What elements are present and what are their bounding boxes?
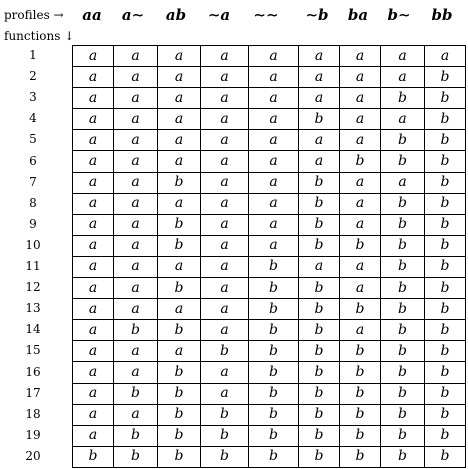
table-cell: b: [299, 193, 340, 214]
table-cell: b: [299, 109, 340, 130]
table-row: [73, 193, 466, 214]
row-number: 2: [29, 69, 37, 84]
table-cell: b: [299, 362, 340, 383]
table-cell: a: [249, 88, 299, 109]
table-cell: b: [381, 299, 425, 320]
table-cell: b: [299, 425, 340, 446]
table-row: [73, 235, 466, 256]
table-cell: b: [114, 425, 158, 446]
table-row: [73, 151, 466, 172]
row-number: 15: [25, 343, 41, 358]
table-cell: a: [73, 214, 114, 235]
table-cell: b: [425, 299, 466, 320]
column-header: a∼: [121, 6, 145, 24]
table-cell: b: [249, 425, 299, 446]
table-row: [73, 404, 466, 425]
table-cell: a: [158, 109, 201, 130]
table-cell: a: [249, 193, 299, 214]
table-cell: a: [201, 46, 249, 67]
table-cell: a: [381, 109, 425, 130]
row-number: 18: [25, 406, 41, 421]
table-cell: b: [249, 320, 299, 341]
table-cell: a: [201, 88, 249, 109]
table-cell: b: [425, 383, 466, 404]
table-cell: b: [340, 151, 381, 172]
table-cell: a: [114, 214, 158, 235]
table-cell: a: [73, 235, 114, 256]
column-header: aa: [82, 6, 102, 24]
table-cell: b: [425, 425, 466, 446]
table-cell: a: [249, 46, 299, 67]
table-cell: a: [425, 46, 466, 67]
table-cell: a: [249, 214, 299, 235]
table-cell: b: [249, 446, 299, 467]
table-cell: a: [114, 299, 158, 320]
table-row: [73, 46, 466, 67]
table-cell: b: [249, 278, 299, 299]
table-row: [73, 383, 466, 404]
table-cell: a: [299, 256, 340, 277]
table-cell: a: [114, 109, 158, 130]
table-cell: b: [381, 88, 425, 109]
table-cell: b: [249, 404, 299, 425]
column-header: ∼a: [207, 6, 231, 24]
table-cell: a: [201, 67, 249, 88]
table-cell: a: [114, 130, 158, 151]
table-cell: b: [158, 404, 201, 425]
table-cell: b: [381, 130, 425, 151]
table-cell: a: [201, 130, 249, 151]
table-cell: b: [249, 299, 299, 320]
table-cell: b: [201, 425, 249, 446]
table-cell: b: [340, 446, 381, 467]
table-cell: b: [425, 446, 466, 467]
row-number: 6: [29, 153, 37, 168]
table-cell: b: [299, 172, 340, 193]
table-cell: a: [201, 193, 249, 214]
table-cell: a: [114, 278, 158, 299]
row-number: 1: [29, 48, 37, 62]
table-cell: a: [114, 256, 158, 277]
row-number: 19: [25, 427, 41, 442]
table-row: [73, 130, 466, 151]
table-row: [73, 88, 466, 109]
row-number: 13: [25, 301, 41, 316]
table-cell: a: [73, 278, 114, 299]
table-cell: b: [340, 235, 381, 256]
table-cell: a: [249, 151, 299, 172]
table-cell: b: [114, 446, 158, 467]
table-cell: a: [249, 130, 299, 151]
table-cell: b: [201, 341, 249, 362]
table-cell: a: [73, 109, 114, 130]
table-row: [73, 362, 466, 383]
table-cell: a: [114, 193, 158, 214]
table-cell: a: [340, 214, 381, 235]
table-cell: b: [299, 278, 340, 299]
table-cell: b: [299, 235, 340, 256]
table-cell: a: [73, 341, 114, 362]
table-cell: b: [425, 320, 466, 341]
table-cell: b: [381, 425, 425, 446]
table-cell: b: [299, 446, 340, 467]
table-cell: a: [249, 235, 299, 256]
table-cell: a: [158, 130, 201, 151]
table-cell: b: [425, 404, 466, 425]
table-cell: b: [158, 383, 201, 404]
table-cell: a: [340, 320, 381, 341]
table-cell: a: [381, 67, 425, 88]
table-row: [73, 320, 466, 341]
table-cell: b: [299, 299, 340, 320]
table-row: [73, 299, 466, 320]
table-cell: b: [425, 362, 466, 383]
table-cell: a: [340, 67, 381, 88]
table-cell: b: [425, 151, 466, 172]
table-cell: a: [158, 151, 201, 172]
table-cell: a: [73, 67, 114, 88]
table-cell: b: [425, 278, 466, 299]
table-cell: b: [249, 362, 299, 383]
table-cell: a: [201, 109, 249, 130]
table-cell: a: [201, 299, 249, 320]
row-number: 8: [29, 195, 37, 210]
table-row: [73, 341, 466, 362]
table-cell: a: [73, 172, 114, 193]
table-cell: a: [73, 256, 114, 277]
table-cell: a: [249, 109, 299, 130]
table-cell: a: [114, 404, 158, 425]
table-cell: a: [158, 341, 201, 362]
table-cell: a: [340, 88, 381, 109]
table-cell: a: [340, 46, 381, 67]
profiles-label: profiles →: [4, 8, 64, 22]
function-table: [72, 45, 466, 468]
table-cell: b: [381, 278, 425, 299]
table-cell: b: [201, 404, 249, 425]
table-cell: a: [114, 341, 158, 362]
table-cell: b: [381, 383, 425, 404]
table-cell: b: [340, 383, 381, 404]
table-cell: b: [158, 446, 201, 467]
table-cell: a: [201, 172, 249, 193]
table-cell: a: [201, 320, 249, 341]
table-cell: b: [114, 383, 158, 404]
table-cell: a: [73, 88, 114, 109]
table-cell: a: [158, 88, 201, 109]
table-row: [73, 172, 466, 193]
table-cell: b: [299, 404, 340, 425]
table-cell: b: [299, 320, 340, 341]
table-cell: a: [158, 46, 201, 67]
table-cell: a: [201, 256, 249, 277]
table-cell: a: [340, 172, 381, 193]
table-cell: b: [158, 235, 201, 256]
table-cell: b: [425, 193, 466, 214]
table-cell: b: [425, 214, 466, 235]
table-cell: b: [249, 383, 299, 404]
row-number: 3: [29, 90, 37, 105]
column-header: ∼∼: [253, 6, 279, 24]
table-cell: b: [381, 214, 425, 235]
table-cell: b: [425, 88, 466, 109]
table-row: [73, 425, 466, 446]
table-cell: b: [299, 383, 340, 404]
table-cell: a: [114, 151, 158, 172]
table-cell: a: [114, 362, 158, 383]
table-cell: a: [340, 109, 381, 130]
table-row: [73, 446, 466, 467]
table-cell: a: [299, 151, 340, 172]
row-number: 20: [25, 448, 41, 463]
table-cell: b: [340, 362, 381, 383]
table-cell: a: [340, 130, 381, 151]
row-number: 9: [29, 216, 37, 231]
row-number: 4: [29, 111, 37, 126]
table-cell: b: [158, 362, 201, 383]
table-row: [73, 278, 466, 299]
table-cell: a: [340, 256, 381, 277]
table-cell: b: [158, 172, 201, 193]
table-cell: b: [425, 341, 466, 362]
table-row: [73, 109, 466, 130]
table-cell: b: [249, 256, 299, 277]
table-cell: a: [299, 88, 340, 109]
table-cell: a: [73, 46, 114, 67]
column-header: ba: [347, 6, 369, 24]
table-cell: b: [425, 172, 466, 193]
table-row: [73, 214, 466, 235]
table-cell: a: [73, 362, 114, 383]
table-cell: a: [114, 172, 158, 193]
table-cell: b: [381, 235, 425, 256]
table-cell: b: [340, 425, 381, 446]
table-cell: b: [381, 341, 425, 362]
table-cell: a: [201, 362, 249, 383]
column-header: bb: [431, 6, 453, 24]
table-cell: a: [201, 235, 249, 256]
table-cell: b: [114, 320, 158, 341]
table-cell: b: [158, 214, 201, 235]
row-number: 14: [25, 322, 41, 337]
table-cell: a: [73, 404, 114, 425]
table-cell: a: [381, 46, 425, 67]
table-cell: a: [73, 151, 114, 172]
table-cell: a: [340, 278, 381, 299]
table-cell: b: [425, 67, 466, 88]
table-cell: b: [299, 214, 340, 235]
table-cell: a: [249, 67, 299, 88]
table-row: [73, 256, 466, 277]
table-cell: a: [158, 67, 201, 88]
table-cell: b: [381, 256, 425, 277]
row-number: 7: [29, 174, 37, 189]
table-row: [73, 67, 466, 88]
table-cell: b: [425, 256, 466, 277]
table-cell: b: [425, 109, 466, 130]
table-cell: b: [201, 446, 249, 467]
table-cell: a: [73, 193, 114, 214]
table-cell: b: [425, 235, 466, 256]
functions-label: functions ↓: [4, 29, 75, 43]
row-number: 10: [25, 237, 41, 252]
table-cell: b: [158, 320, 201, 341]
table-cell: a: [114, 46, 158, 67]
row-number: 17: [25, 385, 41, 400]
table-cell: a: [114, 67, 158, 88]
row-number: 16: [25, 364, 41, 379]
table-cell: b: [340, 299, 381, 320]
table-cell: a: [381, 172, 425, 193]
row-number: 5: [29, 132, 37, 147]
table-cell: a: [114, 235, 158, 256]
table-cell: a: [73, 425, 114, 446]
table-cell: a: [158, 193, 201, 214]
table-cell: b: [299, 341, 340, 362]
table-cell: a: [73, 299, 114, 320]
row-number: 11: [25, 259, 41, 273]
table-cell: b: [381, 446, 425, 467]
table-cell: a: [201, 214, 249, 235]
table-cell: b: [381, 404, 425, 425]
table-cell: a: [299, 130, 340, 151]
table-cell: a: [299, 46, 340, 67]
table-cell: a: [158, 256, 201, 277]
table-cell: a: [340, 193, 381, 214]
table-cell: b: [381, 362, 425, 383]
table-cell: a: [249, 172, 299, 193]
table-cell: b: [158, 425, 201, 446]
table-cell: a: [299, 67, 340, 88]
table-cell: b: [158, 278, 201, 299]
table-cell: a: [201, 151, 249, 172]
table-cell: b: [381, 320, 425, 341]
table-cell: a: [158, 299, 201, 320]
column-header: ∼b: [305, 6, 329, 24]
table-cell: b: [249, 341, 299, 362]
table-cell: a: [73, 320, 114, 341]
table-cell: b: [340, 404, 381, 425]
table-cell: a: [73, 383, 114, 404]
table-cell: b: [73, 446, 114, 467]
column-header: b∼: [387, 6, 411, 24]
column-header: ab: [165, 6, 187, 24]
table-cell: a: [73, 130, 114, 151]
table-cell: a: [201, 278, 249, 299]
table-cell: a: [114, 88, 158, 109]
table-cell: b: [425, 130, 466, 151]
table-cell: a: [201, 383, 249, 404]
row-number: 12: [25, 280, 41, 295]
table-cell: b: [381, 151, 425, 172]
table-cell: b: [340, 341, 381, 362]
table-cell: b: [381, 193, 425, 214]
